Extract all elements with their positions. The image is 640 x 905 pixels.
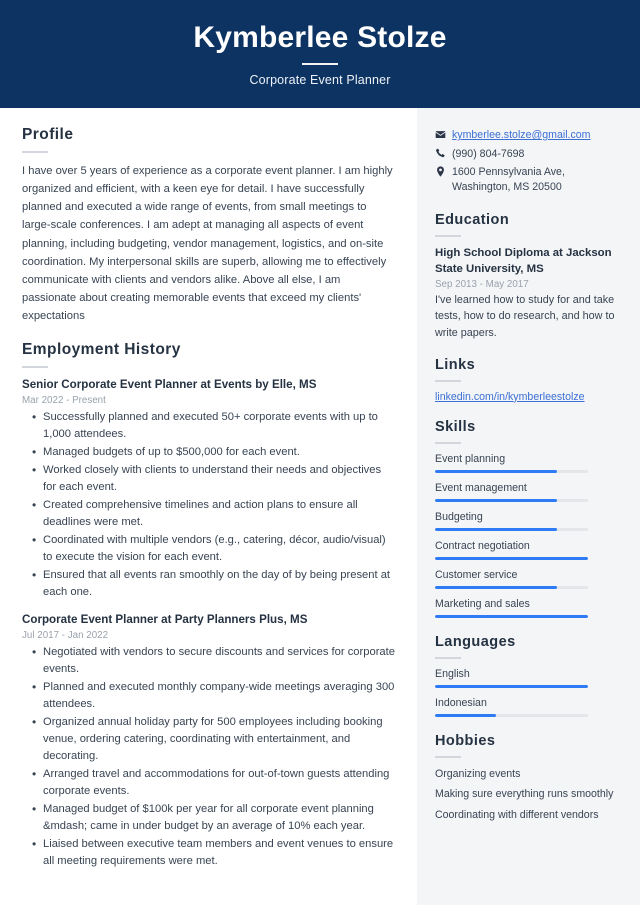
language-bar: [435, 685, 588, 688]
skill-bar: [435, 470, 588, 473]
phone-text: (990) 804-7698: [452, 147, 525, 160]
bullet-item: • Organized annual holiday party for 500 employees including booking venue, ordering catering, coordinating with entertainment, and decorating.: [22, 714, 395, 765]
skill: [435, 598, 622, 618]
language-bar: [435, 714, 588, 717]
skill-label: Marketing and sales: [435, 597, 530, 610]
hobby-item: Making sure everything runs smoothly: [435, 788, 614, 801]
resume-body: [0, 108, 640, 905]
skills-list: [435, 453, 622, 618]
language-label: Indonesian: [435, 696, 487, 709]
employment-dates: Jul 2017 - Jan 2022: [22, 629, 109, 641]
skill: [435, 540, 622, 560]
hobbies-section: [435, 733, 622, 823]
hobbies-list: [435, 767, 622, 823]
employment-entry: [22, 612, 395, 870]
language: [435, 668, 622, 688]
language: [435, 697, 622, 717]
hobby-item: Organizing events: [435, 767, 521, 780]
bullet-item: • Planned and executed monthly company-wide meetings averaging 300 attendees.: [22, 679, 395, 713]
bullet-item: • Worked closely with clients to understand their needs and objectives for each event.: [22, 462, 395, 496]
address-text: [452, 165, 565, 194]
skill-bar-fill: [435, 499, 557, 502]
links-heading: Links: [435, 356, 476, 373]
section-rule: [435, 756, 461, 758]
candidate-job-title: Corporate Event Planner: [249, 73, 391, 87]
skill-bar-fill: [435, 470, 557, 473]
contact-email-row[interactable]: [435, 128, 622, 143]
profile-text: I have over 5 years of experience as a corporate event planner. I am highly organized and efficient, with a keen eye for detail. I have successfully planned and executed a wide range of events, from small meetings to large-scale conferences. I am adept at managing all aspects of event planning, including budgeting, vendor management, logistics, and on-site coordination. My interpersonal skills are superb, allowing me to effectively communicate with clients and vendors alike. Above all else, I am passionate about creating memorable events that exceed my clients' expectations: [22, 165, 393, 323]
skills-heading: Skills: [435, 418, 476, 435]
employment-title: Senior Corporate Event Planner at Events by Elle, MS: [22, 378, 317, 392]
sidebar-column: [417, 108, 640, 905]
bullet-item: • Successfully planned and executed 50+ corporate events with up to 1,000 attendees.: [22, 409, 395, 443]
skill-bar: [435, 615, 588, 618]
profile-link[interactable]: linkedin.com/in/kymberleestolze: [435, 390, 585, 403]
skill-label: Budgeting: [435, 510, 483, 523]
employment-title: Corporate Event Planner at Party Planners Plus, MS: [22, 613, 308, 627]
main-column: [0, 108, 417, 905]
section-rule: [435, 380, 461, 382]
section-rule: [435, 442, 461, 444]
education-heading: Education: [435, 212, 510, 229]
education-school: High School Diploma at Jackson State University, MS: [435, 247, 612, 275]
links-section: [435, 357, 622, 403]
contact-address-row: [435, 165, 622, 194]
languages-heading: Languages: [435, 633, 516, 650]
profile-section: [22, 126, 395, 325]
skill-bar-fill: [435, 528, 557, 531]
languages-section: [435, 634, 622, 717]
bullet-item: • Liaised between executive team members and event venues to ensure all meeting requirements were met.: [22, 836, 395, 870]
language-label: English: [435, 667, 470, 680]
section-rule: [22, 151, 48, 153]
address-line-2: Washington, MS 20500: [452, 180, 562, 193]
bullet-item: • Negotiated with vendors to secure discounts and services for corporate events.: [22, 644, 395, 678]
bullet-item: • Arranged travel and accommodations for out-of-town guests attending corporate events.: [22, 766, 395, 800]
bullet-item: • Coordinated with multiple vendors (e.g., catering, décor, audio/visual) to execute the vision for each event.: [22, 532, 395, 566]
skill-bar: [435, 557, 588, 560]
email-link[interactable]: kymberlee.stolze@gmail.com: [452, 129, 591, 141]
employment-heading: Employment History: [22, 341, 181, 359]
section-rule: [22, 366, 48, 368]
employment-section: [22, 341, 395, 870]
language-bar-fill: [435, 685, 588, 688]
employment-bullets: [22, 644, 395, 870]
education-entry: [435, 246, 622, 340]
education-list: [435, 246, 622, 340]
section-rule: [435, 235, 461, 237]
resume-header: [0, 0, 640, 108]
employment-list: [22, 377, 395, 870]
education-dates: Sep 2013 - May 2017: [435, 279, 529, 291]
header-divider: [302, 63, 338, 65]
skill-bar-fill: [435, 586, 557, 589]
hobby-item: Coordinating with different vendors: [435, 808, 599, 821]
contact-phone-row: [435, 147, 622, 162]
profile-heading: Profile: [22, 126, 74, 143]
education-section: [435, 212, 622, 340]
phone-icon: [435, 147, 452, 159]
skills-section: [435, 419, 622, 618]
skill-bar-fill: [435, 615, 588, 618]
envelope-icon: [435, 128, 452, 140]
address-line-1: 1600 Pennsylvania Ave,: [452, 166, 565, 179]
skill-label: Customer service: [435, 568, 518, 581]
skill-label: Contract negotiation: [435, 539, 530, 552]
employment-entry: [22, 377, 395, 601]
skill-bar: [435, 499, 588, 502]
bullet-item: • Ensured that all events ran smoothly on the day of by being present at each one.: [22, 567, 395, 601]
skill-bar: [435, 586, 588, 589]
location-pin-icon: [435, 165, 452, 177]
skill-label: Event planning: [435, 452, 506, 465]
skill-label: Event management: [435, 481, 527, 494]
hobbies-heading: Hobbies: [435, 732, 496, 749]
bullet-item: • Created comprehensive timelines and action plans to ensure all deadlines were met.: [22, 497, 395, 531]
skill: [435, 511, 622, 531]
language-bar-fill: [435, 714, 496, 717]
skill: [435, 453, 622, 473]
skill-bar: [435, 528, 588, 531]
employment-bullets: [22, 409, 395, 601]
candidate-name: Kymberlee Stolze: [193, 21, 447, 54]
skill: [435, 569, 622, 589]
bullet-item: • Managed budgets of up to $500,000 for each event.: [22, 444, 395, 461]
employment-dates: Mar 2022 - Present: [22, 394, 106, 406]
skill: [435, 482, 622, 502]
contact-section: [435, 128, 622, 194]
section-rule: [435, 657, 461, 659]
bullet-item: • Managed budget of $100k per year for all corporate event planning &mdash; came in under budget by an average of 10% each year.: [22, 801, 395, 835]
skill-bar-fill: [435, 557, 588, 560]
links-list: [435, 391, 622, 403]
education-description: I've learned how to study for and take tests, how to do research, and how to write papers.: [435, 294, 615, 339]
languages-list: [435, 668, 622, 717]
